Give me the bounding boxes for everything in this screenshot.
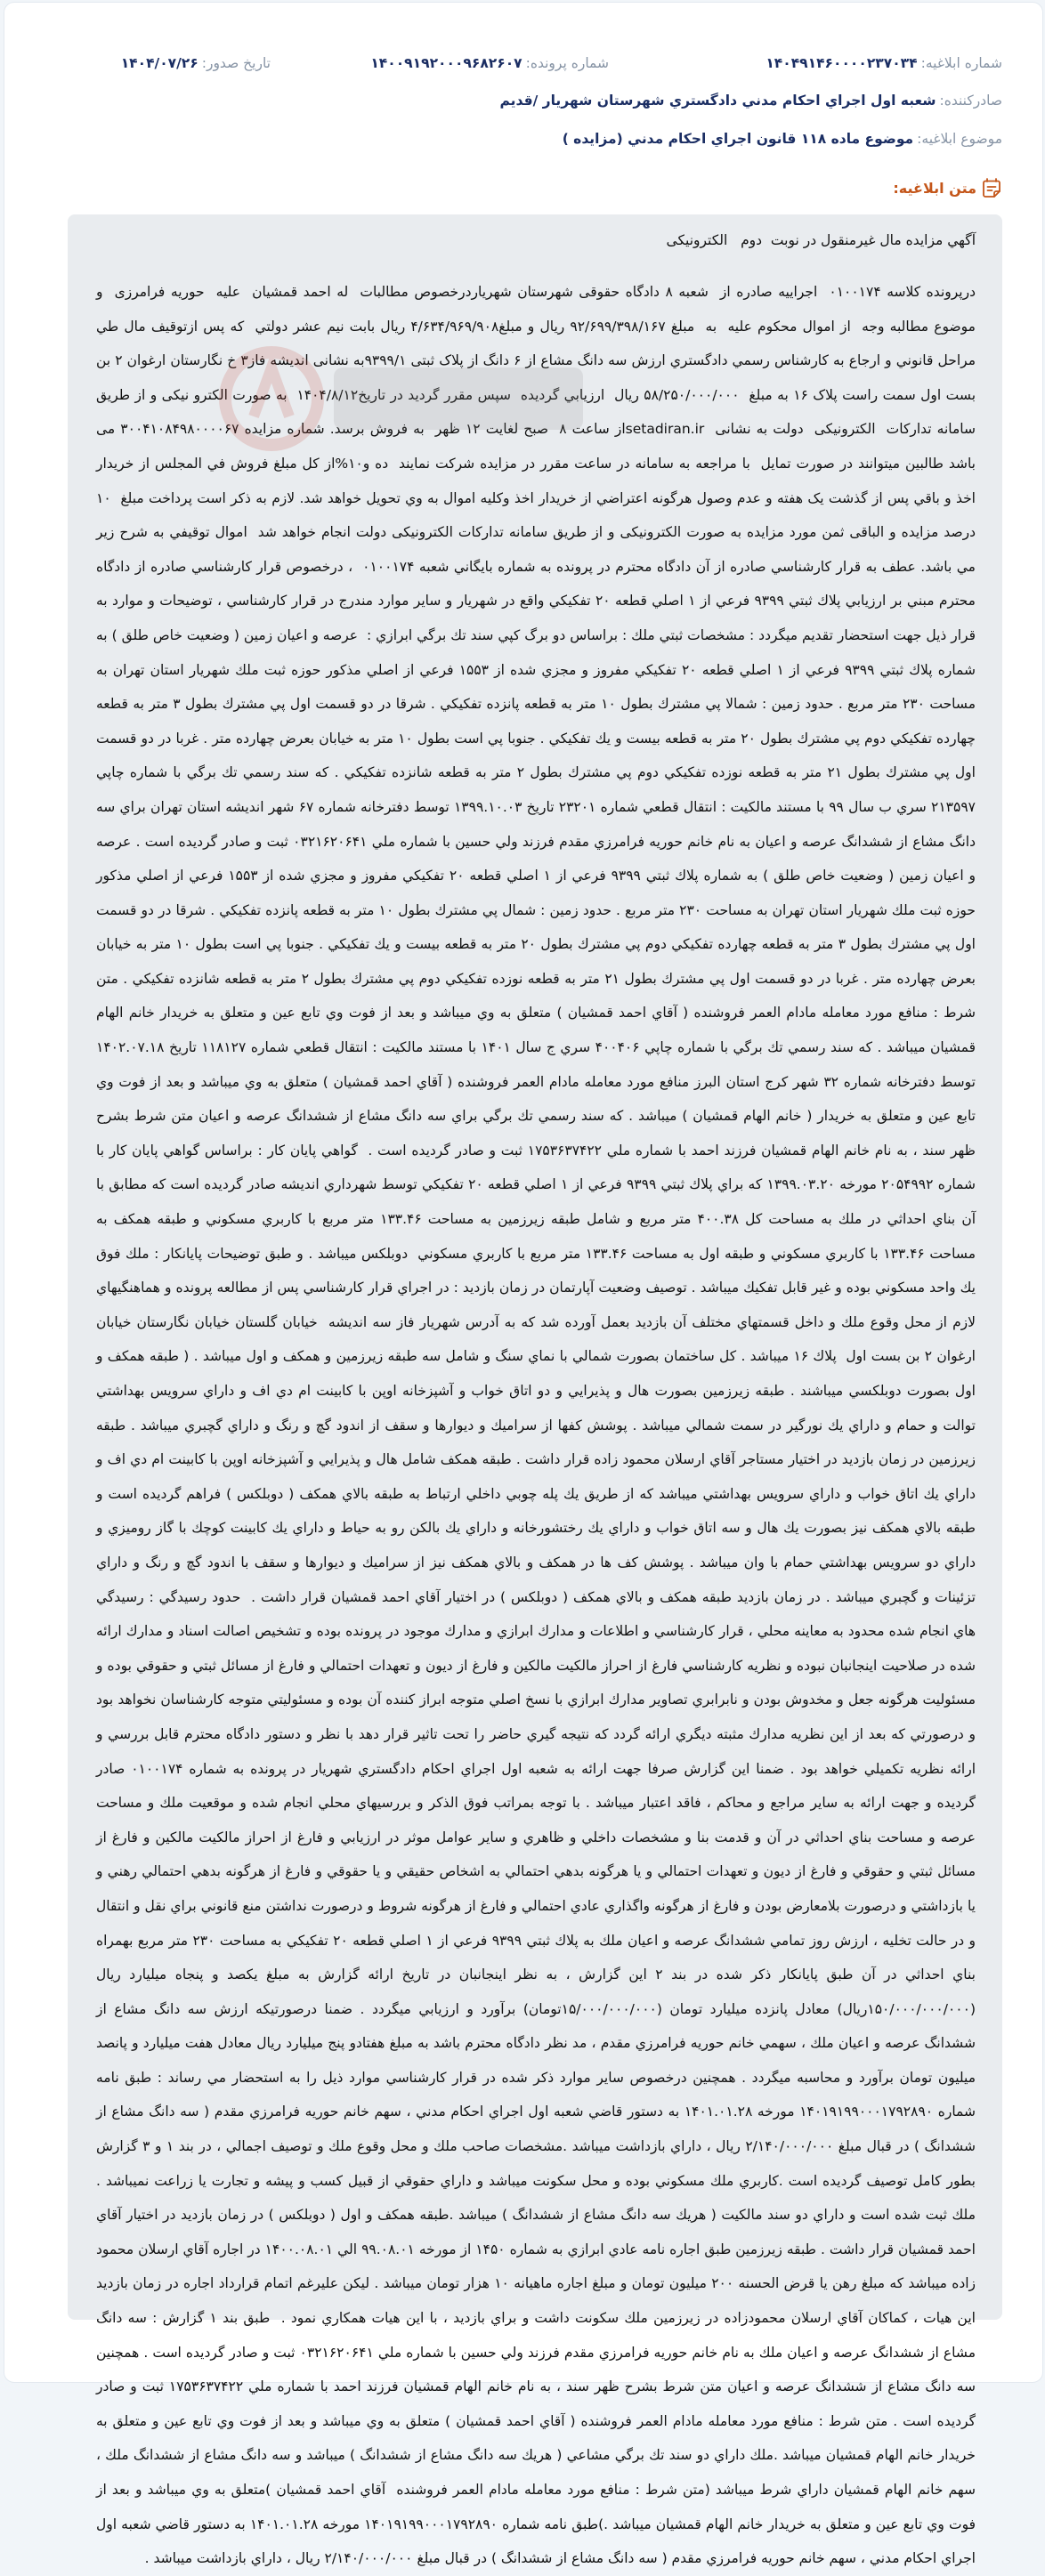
- notice-number-value: ۱۴۰۴۹۱۴۶۰۰۰۰۲۳۷۰۳۴: [766, 55, 918, 71]
- case-number: [271, 52, 609, 74]
- issue-date-label: تاریخ صدور:: [201, 55, 271, 71]
- issue-date: [121, 52, 271, 74]
- issuer-label: صادرکننده:: [939, 93, 1002, 109]
- notice-text-title: متن ابلاغیه:: [893, 179, 976, 197]
- subject-label: موضوع ابلاغیه:: [917, 131, 1002, 147]
- case-number-label: شماره پرونده:: [525, 55, 609, 71]
- notice-text-header: [893, 177, 1001, 198]
- meta-row-subject: [45, 128, 1002, 149]
- notice-text-panel: [68, 214, 1002, 2567]
- notice-card: [4, 2, 1043, 2567]
- notice-body: درپرونده کلاسه ۰۱۰۰۱۷۴ اجراییه صادره از شعبه ۸ دادگاه حقوقی شهرستان شهریاردرخصوص مطالبات له احمد قمشیان علیه حوریه فرامرزی و موضوع مطالبه وجه از اموال محكوم علیه به مبلغ ۹۲/۶۹۹/۳۹۸/۱۶۷ ريال و مبلغ۴/۶۳۴/۹۶۹/۹۰۸ ريال بابت نيم عشر دولتي كه پس ازتوقيف مال طي مراحل قانوني و ارجاع به كارشناس رسمي دادگستري ارزش سه دانگ مشاع از ۶ دانگ از پلاک ثبتی ۹۳۹۹/۱به نشانی اندیشه فاز۳ خ نگارستان ارغوان ۲ بن بست اول سمت راست پلاک ۱۶ به مبلغ ۵۸/۲۵۰/۰۰۰/۰۰۰ ريال ارزيابي گرديده سپس مقرر گرديد در تاريخ۱۴۰۴/۸/۱۲ به صورت الکترو نیکی و از طریق سامانه تدارکات الکترونیکی دولت به نشانی setadiran.irاز ساعت ۸ صبح لغايت ۱۲ ظهر به فروش برسد. شماره مزایده ۳۰۰۴۱۰۸۴۹۸۰۰۰۰۶۷ می باشد طالبين ميتوانند در صورت تمايل با مراجعه به سامانه در ساعت مقرر در مزايده شركت نمايند ده و۱۰%از كل مبلغ فروش في المجلس از خريدار اخذ و باقي پس از گذشت يک هفته و عدم وصول هرگونه اعتراضي از خريدار اخذ وكليه اموال به وي تحويل خواهد شد. لازم به ذکر است پرداخت مبلغ ۱۰ درصد مزایده و الباقی ثمن مورد مزایده به صورت الکترونیکی و از طریق سامانه تدارکات الکترونیکی دولت انجام خواهد شد اموال توقيفي به شرح زير مي باشد. عطف به قرار كارشناسي صادره از آن دادگاه محترم در پرونده به شماره بايگاني شعبه ۰۱۰۰۱۷۴ ، درخصوص قرار كارشناسي صادره از دادگاه محترم مبني بر ارزيابي پلاك ثبتي ۹۳۹۹ فرعي از ۱ اصلي قطعه ۲۰ تفكيكي واقع در شهريار و ساير موارد مندرج در قرار كارشناسي ، توضيحات و موارد به قرار ذيل جهت استحضار تقديم ميگردد : مشخصات ثبتي ملك : براساس دو برگ كپي سند تك برگي ابرازي : عرصه و اعيان زمين ( وضعيت خاص طلق ) به شماره پلاك ثبتي ۹۳۹۹ فرعي از ۱ اصلي قطعه ۲۰ تفكيكي مفروز و مجزي شده از ۱۵۵۳ فرعي از اصلي مذكور حوزه ثبت ملك شهريار استان تهران به مساحت ۲۳۰ متر مربع . حدود زمين : شمالا پي مشترك بطول ۱۰ متر به قطعه پانزده تفكيكي . شرقا در دو قسمت اول پي مشترك بطول ۳ متر به قطعه چهارده تفكيكي دوم پي مشترك بطول ۲۰ متر به قطعه بيست و يك تفكيكي . جنوبا پي است بطول ۱۰ متر به خيابان بعرض چهارده متر . غربا در دو قسمت اول پي مشترك بطول ۲۱ متر به قطعه نوزده تفكيكي دوم پي مشترك بطول ۲ متر به قطعه شانزده تفكيكي . كه سند رسمي تك برگي با شماره چاپي ۲۱۳۵۹۷ سري ب سال ۹۹ با مستند مالكيت : انتقال قطعي شماره ۲۳۲۰۱ تاريخ ۱۳۹۹.۱۰.۰۳ توسط دفترخانه شماره ۶۷ شهر انديشه استان تهران براي سه دانگ مشاع از ششدانگ عرصه و اعيان به نام خانم حوريه فرامرزي مقدم فرزند ولي حسين با شماره ملي ۰۳۲۱۶۲۰۶۴۱ ثبت و صادر گرديده است . عرصه و اعيان زمين ( وضعيت خاص طلق ) به شماره پلاك ثبتي ۹۳۹۹ فرعي از ۱ اصلي قطعه ۲۰ تفكيكي مفروز و مجزي شده از ۱۵۵۳ فرعي از اصلي مذكور حوزه ثبت ملك شهريار استان تهران به مساحت ۲۳۰ متر مربع . حدود زمين : شمال پي مشترك بطول ۱۰ متر به قطعه پانزده تفكيكي . شرقا در دو قسمت اول پي مشترك بطول ۳ متر به قطعه چهارده تفكيكي دوم پي مشترك بطول ۲۰ متر به قطعه بيست و يك تفكيكي . جنوبا پي است بطول ۱۰ متر به خيابان بعرض چهارده متر . غربا در دو قسمت اول پي مشترك بطول ۲۱ متر به قطعه نوزده تفكيكي دوم پي مشترك بطول ۲ متر به قطعه شانزده تفكيكي . متن شرط : منافع مورد معامله مادام العمر فروشنده ( آقاي احمد قمشيان ) متعلق به وي ميباشد و بعد از فوت وي تابع عين و متعلق به خريدار خانم الهام قمشيان ميباشد . كه سند رسمي تك برگي با شماره چاپي ۴۰۰۴۰۶ سري ج سال ۱۴۰۱ با مستند مالكيت : انتقال قطعي شماره ۱۱۸۱۲۷ تاريخ ۱۴۰۲.۰۷.۱۸ توسط دفترخانه شماره ۳۲ شهر كرج استان البرز منافع مورد معامله مادام العمر فروشنده ( آقاي احمد قمشيان ) متعلق به وي ميباشد و بعد از فوت وي تابع عين و متعلق به خريدار ( خانم الهام قمشيان ) ميباشد . كه سند رسمي تك برگي براي سه دانگ مشاع از ششدانگ عرصه و اعيان متن شرط بشرح ظهر سند ، به نام خانم الهام قمشيان فرزند احمد با شماره ملي ۱۷۵۳۶۳۷۴۲۲ ثبت و صادر گرديده است . گواهي پايان كار : براساس گواهي پايان كار با شماره ۲۰۵۴۹۹۲ مورخه ۱۳۹۹.۰۳.۲۰ كه براي پلاك ثبتي ۹۳۹۹ فرعي از ۱ اصلي قطعه ۲۰ تفكيكي توسط شهرداري انديشه صادر گرديده است كه مطابق با آن بناي احداثي در ملك به مساحت كل ۴۰۰.۳۸ متر مربع و شامل طبقه زيرزمين به مساحت ۱۳۳.۴۶ متر مربع با كاربري مسكوني و طبقه همكف به مساحت ۱۳۳.۴۶ با كاربري مسكوني و طبقه اول به مساحت ۱۳۳.۴۶ متر مربع با كاربري مسكوني دوبلكس ميباشد . و طبق توضيحات پايانكار : ملك فوق يك واحد مسكوني بوده و غير قابل تفكيك ميباشد . توصيف وضعيت آپارتمان در زمان بازديد : در اجراي قرار كارشناسي پس از مطالعه پرونده و هماهنگيهاي لازم از محل وقوع ملك و داخل قسمتهاي مختلف آن بازديد بعمل آورده شد كه به آدرس شهريار فاز سه انديشه خيابان گلستان خيابان نگارستان خيابان ارغوان ۲ بن بست اول پلاك ۱۶ ميباشد . كل ساختمان بصورت شمالي با نماي سنگ و شامل سه طبقه زيرزمين و همكف و اول ميباشد . ( طبقه همكف و اول بصورت دوبلكسي ميباشند . طبقه زيرزمين بصورت هال و پذيرايي و دو اتاق خواب و آشپزخانه اوپن با كابينت ام دي اف و داراي سرويس بهداشتي توالت و حمام و داراي يك نورگير در سمت شمالي ميباشد . پوشش كفها از سراميك و ديوارها و سقف از اندود گچ و رنگ و داراي گچبري ميباشد . طبقه زيرزمين در زمان بازديد در اختيار مستاجر آقاي ارسلان محمود زاده قرار داشت . طبقه همكف شامل هال و پذيرايي و آشپزخانه اوپن با كابينت ام دي اف و داراي يك اتاق خواب و داراي سرويس بهداشتي ميباشد كه از طريق يك پله چوبي داخلي ارتباط به طبقه بالاي همكف ( دوبلكس ) فراهم گرديده است و طبقه بالاي همكف نيز بصورت يك هال و سه اتاق خواب و داراي يك رختشورخانه و داراي يك بالكن رو به حياط و داراي يك كابينت كوچك با گاز روميزي و داراي دو سرويس بهداشتي حمام با وان ميباشد . پوشش كف ها در همكف و بالاي همكف نيز از سراميك و ديوارها و سقف با اندود گچ و رنگ و داراي تزئينات و گچبري ميباشد . در زمان بازديد طبقه همكف و بالاي همكف ( دوبلكس ) در اختيار آقاي احمد قمشيان قرار داشت . حدود رسيدگي : رسيدگي هاي انجام شده محدود به معاينه محلي ، قرار كارشناسي و اطلاعات و مدارك ابرازي و مدارك موجود در پرونده بوده و تشخيص اصالت اسناد و مدارك ارائه شده در صلاحيت اينجانبان نبوده و نظريه كارشناسي فارغ از احراز مالكيت مالكين و فارغ از ديون و تعهدات احتمالي و فارغ از مسائل ثبتي و حقوقي بوده و مسئوليت هرگونه جعل و مخدوش بودن و نابرابري تصاوير مدارك ابرازي با نسخ اصلي متوجه ابراز كننده آن بوده و مسئوليتي متوجه كارشناسان نخواهد بود و درصورتي كه بعد از اين نظريه مدارك مثبته ديگري ارائه گردد كه نتيجه گيري حاضر را تحت تاثير قرار دهد با نظر و دستور دادگاه محترم قابل بررسي و ارائه نظريه تكميلي خواهد بود . ضمنا اين گزارش صرفا جهت ارائه به شعبه اول اجراي احكام دادگستري شهريار در پرونده به شماره ۰۱۰۰۱۷۴ صادر گرديده و جهت ارائه به ساير مراجع و محاكم ، فاقد اعتبار ميباشد . با توجه بمراتب فوق الذكر و بررسيهاي محلي انجام شده و موقعيت ملك و مساحت عرصه و مساحت بناي احداثي در آن و قدمت بنا و مشخصات داخلي و ظاهري و ساير عوامل موثر در ارزيابي و فارغ از احراز مالكيت مالكين و فارغ از مسائل ثبتي و حقوقي و فارغ از ديون و تعهدات احتمالي و يا هرگونه بدهي احتمالي به اشخاص حقيقي و يا حقوقي و فارغ از هرگونه بدهي احتمالي رهني و يا بازداشتي و درصورت بلامعارض بودن و فارغ از هرگونه واگذاري عادي احتمالي و فارغ از هرگونه شروط و درصورت نداشتن منع قانوني براي نقل و انتقال و در حالت تخليه ، ارزش روز تمامي ششدانگ عرصه و اعيان ملك به پلاك ثبتي ۹۳۹۹ فرعي از ۱ اصلي قطعه ۲۰ تفكيكي به مساحت ۲۳۰ متر مربع بهمراه بناي احداثي در آن طبق پايانكار ذكر شده در بند ۲ اين گزارش ، به نظر اينجانبان در تاريخ ارائه گزارش به مبلغ يكصد و پنجاه ميليارد ريال (۱۵۰/۰۰۰/۰۰۰/۰۰۰ريال) معادل پانزده ميليارد تومان (۱۵/۰۰۰/۰۰۰/۰۰۰تومان) برآورد و ارزيابي ميگردد . ضمنا درصورتيكه ارزش سه دانگ مشاع از ششدانگ عرصه و اعيان ملك ، سهمي خانم حوريه فرامرزي مقدم ، مد نظر دادگاه محترم باشد به مبلغ هفتادو پنج ميليارد ريال معادل هفت ميليارد و پانصد ميليون تومان برآورد و محاسبه ميگردد . همچنين درخصوص ساير موارد ذكر شده در قرار كارشناسي موارد ذيل را به استحضار مي رساند : طبق نامه شماره ۱۴۰۱۹۱۹۹۰۰۰۱۷۹۲۸۹۰ مورخه ۱۴۰۱.۰۱.۲۸ به دستور قاضي شعبه اول اجراي احكام مدني ، سهم خانم حوريه فرامرزي مقدم ( سه دانگ مشاع از ششدانگ ) در قبال مبلغ ۲/۱۴۰/۰۰۰/۰۰۰ ريال ، داراي بازداشت ميباشد .مشخصات صاحب ملك و محل وقوع ملك و توصيف اجمالي ، در بند ۱ و ۳ گزارش بطور كامل توصيف گرديده است .كاربري ملك مسكوني بوده و محل سكونت ميباشد و داراي حقوقي از قبيل كسب و پيشه و تجارت يا زراعت نميباشد . ملك ثبت شده است و داراي دو سند مالكيت ( هريك سه دانگ مشاع از ششدانگ ) ميباشد .طبقه همكف و اول ( دوبلكس ) در زمان بازديد در اختيار آقاي احمد قمشيان قرار داشت . طبقه زيرزمين طبق اجاره نامه عادي ابرازي به شماره ۱۴۵۰ از مورخه ۹۹.۰۸.۰۱ الي ۱۴۰۰.۰۸.۰۱ در اجاره آقاي ارسلان محمود زاده ميباشد كه مبلغ رهن يا قرض الحسنه ۲۰۰ ميليون تومان و مبلغ اجاره ماهيانه ۱۰ هزار تومان ميباشد . ليكن عليرغم اتمام قرارداد اجاره در زمان بازديد اين هيات ، كماكان آقاي ارسلان محمودزاده در زيرزمين ملك سكونت داشت و براي بازديد ، با اين هيات همكاري نمود . طبق بند ۱ گزارش : سه دانگ مشاع از ششدانگ عرصه و اعيان ملك به نام خانم حوريه فرامرزي مقدم فرزند ولي حسين با شماره ملي ۰۳۲۱۶۲۰۶۴۱ ثبت و صادر گرديده است . همچنين سه دانگ مشاع از ششدانگ عرصه و اعيان متن شرط بشرح ظهر سند ، به نام خانم الهام قمشيان فرزند احمد با شماره ملي ۱۷۵۳۶۳۷۴۲۲ ثبت و صادر گرديده است . متن شرط : منافع مورد معامله مادام العمر فروشنده ( آقاي احمد قمشيان ) متعلق به وي ميباشد و بعد از فوت وي تابع عين و متعلق به خريدار خانم الهام قمشيان ميباشد .ملك داراي دو سند تك برگي مشاعي ( هريك سه دانگ مشاع از ششدانگ ) ميباشد و سه دانگ مشاع از ششدانگ ملك ، سهم خانم الهام قمشيان داراي شرط ميباشد (متن شرط : منافع مورد معامله مادام العمر فروشنده آقاي احمد قمشيان )متعلق به وي ميباشد و بعد از فوت وي تابع عين و متعلق به خريدار خانم الهام قمشيان ميباشد .)طبق نامه شماره ۱۴۰۱۹۱۹۹۰۰۰۱۷۹۲۸۹۰ مورخه ۱۴۰۱.۰۱.۲۸ به دستور قاضي شعبه اول اجراي احكام مدني ، سهم خانم حوريه فرامرزي مقدم ( سه دانگ مشاع از ششدانگ ) در قبال مبلغ ۲/۱۴۰/۰۰۰/۰۰۰ ريال ، داراي بازداشت ميباشد .: [92, 284, 976, 2567]
- notice-number: [609, 52, 1002, 74]
- subject-value: موضوع ماده ۱۱۸ قانون اجراي احكام مدني (مزايده ): [562, 131, 914, 147]
- issue-date-value: ۱۴۰۴/۰۷/۲۶: [120, 55, 198, 71]
- notice-number-label: شماره ابلاغیه:: [920, 55, 1002, 71]
- auction-title: آگهي مزايده مال غيرمنقول در نوبت دوم الکترونیکی: [666, 232, 976, 248]
- case-number-value: ۱۴۰۰۹۱۹۲۰۰۰۹۶۸۲۶۰۷: [370, 55, 522, 71]
- meta-row-issuer: [45, 90, 1002, 111]
- note-icon: [982, 177, 1001, 198]
- meta-row-numbers: [45, 52, 1002, 74]
- issuer-value: شعبه اول اجراي احكام مدني دادگستري شهرستان شهريار /قديم: [499, 93, 936, 109]
